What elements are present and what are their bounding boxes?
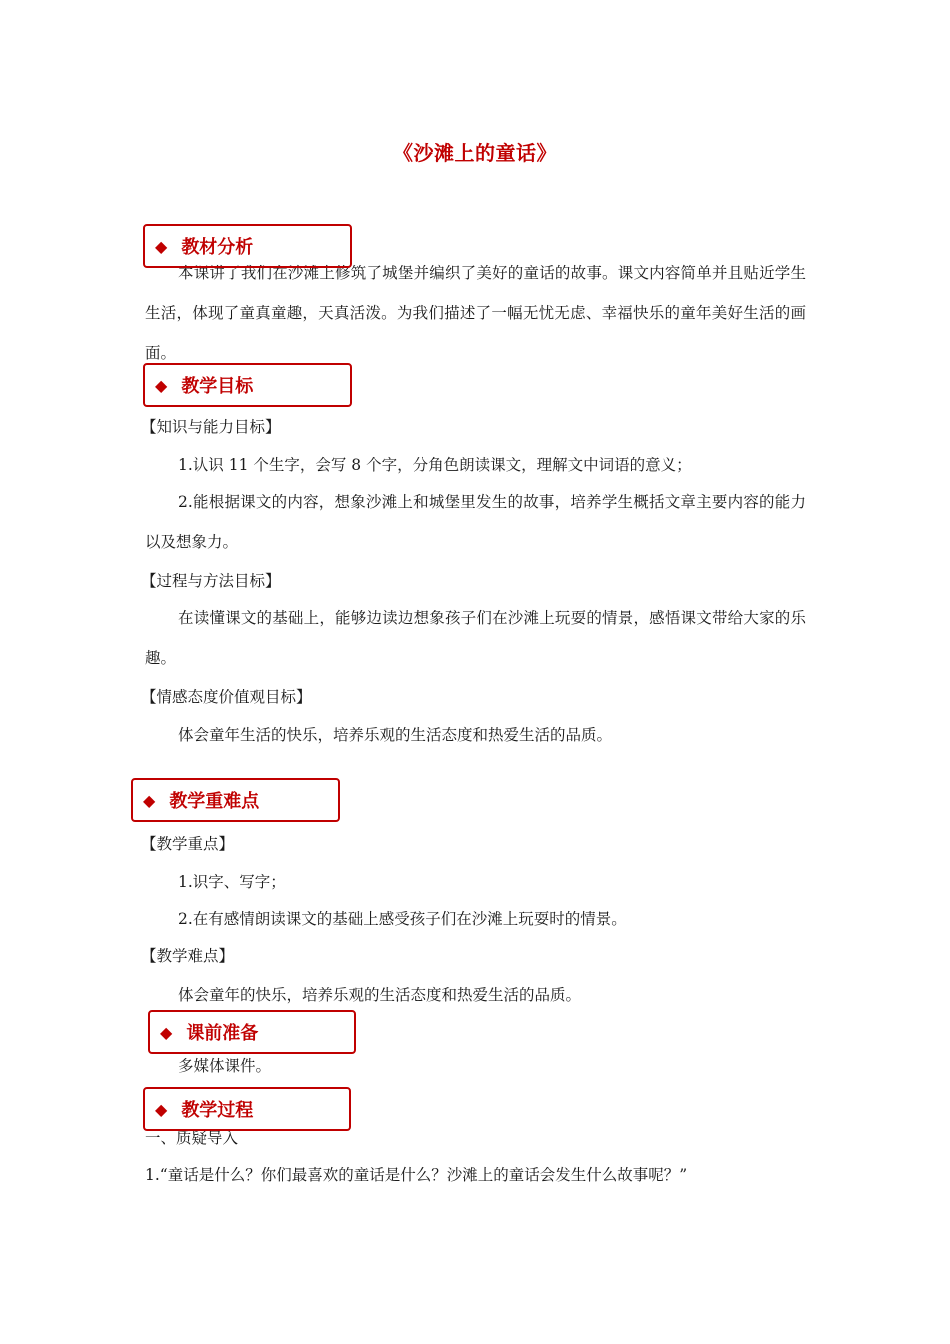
diamond-bullet-icon: ◆ — [155, 375, 168, 395]
difficulty-paragraph: 体会童年的快乐，培养乐观的生活态度和热爱生活的品质。 — [178, 986, 582, 1004]
focus-item-1: 1.识字、写字； — [178, 873, 286, 891]
diamond-bullet-icon: ◆ — [155, 1099, 168, 1119]
diamond-bullet-icon: ◆ — [160, 1022, 173, 1042]
section-heading-key-difficult-points — [131, 778, 340, 822]
diamond-bullet-icon: ◆ — [155, 236, 168, 256]
section-heading-teaching-objectives — [143, 363, 352, 407]
knowledge-heading: 【知识与能力目标】 — [141, 418, 281, 436]
process-step1-question: 1.“童话是什么？你们最喜欢的童话是什么？沙滩上的童话会发生什么故事呢？” — [145, 1166, 688, 1184]
knowledge-item-2: 2.能根据课文的内容，想象沙滩上和城堡里发生的故事，培养学生概括文章主要内容的能力以及想象力。 — [145, 493, 806, 551]
section-label: 课前准备 — [186, 1023, 259, 1044]
analysis-paragraph: 本课讲了我们在沙滩上修筑了城堡并编织了美好的童话的故事。课文内容简单并且贴近学生生活，体现了童真童趣，天真活泼。为我们描述了一幅无忧无虑、幸福快乐的童年美好生活的画面。 — [145, 264, 806, 362]
process-heading: 【过程与方法目标】 — [141, 572, 281, 590]
knowledge-item-1: 1.认识 11 个生字，会写 8 个字，分角色朗读课文，理解文中词语的意义； — [178, 456, 692, 474]
section-heading-class-preparation — [148, 1010, 356, 1054]
diamond-bullet-icon: ◆ — [143, 790, 156, 810]
focus-item-2: 2.在有感情朗读课文的基础上感受孩子们在沙滩上玩耍时的情景。 — [178, 910, 627, 928]
prep-text: 多媒体课件。 — [178, 1057, 272, 1075]
section-label: 教学重难点 — [169, 791, 260, 812]
page-title: 《沙滩上的童话》 — [393, 141, 557, 165]
section-label: 教学目标 — [181, 376, 254, 397]
section-heading-teaching-process — [143, 1087, 351, 1131]
emotion-heading: 【情感态度价值观目标】 — [141, 688, 312, 706]
process-step1-heading: 一、质疑导入 — [145, 1129, 239, 1147]
emotion-paragraph: 体会童年生活的快乐，培养乐观的生活态度和热爱生活的品质。 — [178, 726, 613, 744]
section-label: 教学过程 — [181, 1100, 254, 1121]
section-label: 教材分析 — [181, 237, 254, 258]
section-heading-textbook-analysis — [143, 224, 352, 268]
difficulty-heading: 【教学难点】 — [141, 947, 235, 965]
process-paragraph: 在读懂课文的基础上，能够边读边想象孩子们在沙滩上玩耍的情景，感悟课文带给大家的乐趣。 — [145, 609, 806, 667]
focus-heading: 【教学重点】 — [141, 835, 235, 853]
